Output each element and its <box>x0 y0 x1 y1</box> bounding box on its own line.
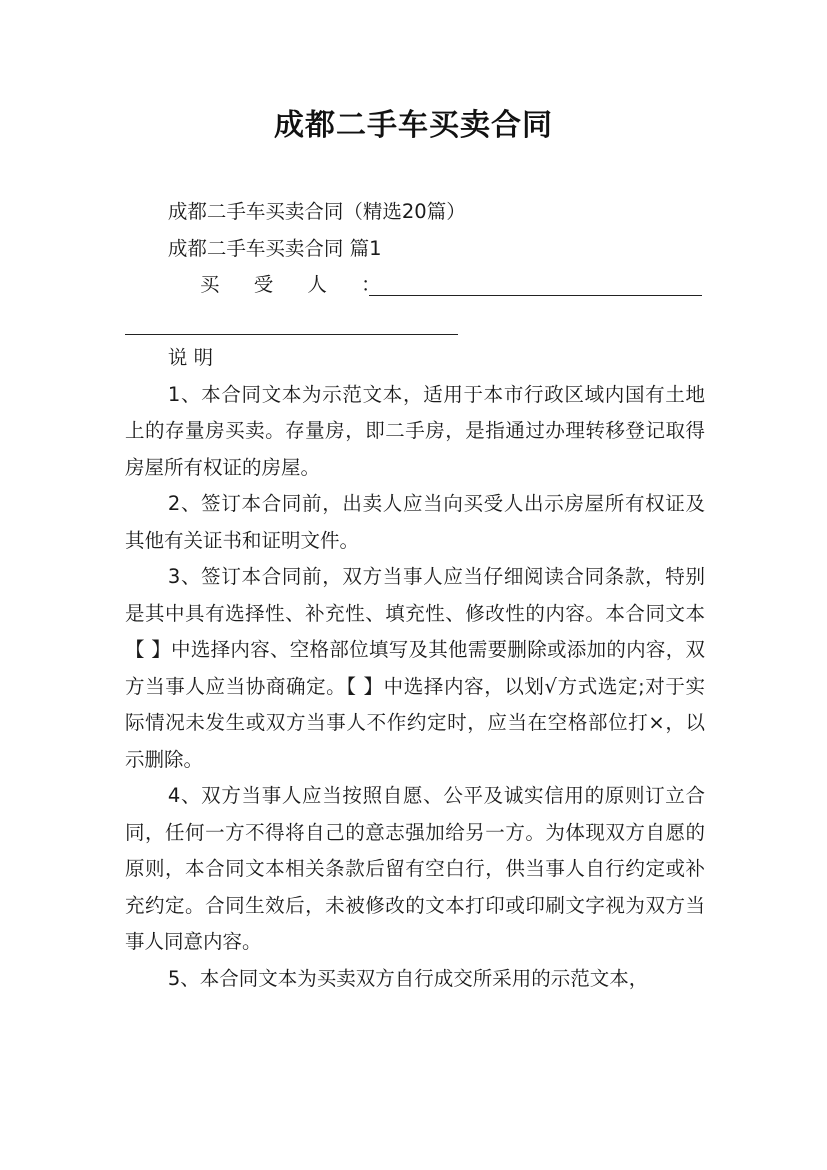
document-body <box>125 194 705 997</box>
buyer-blank-continuation <box>125 304 705 341</box>
section-heading: 成都二手车买卖合同 篇1 <box>167 236 382 260</box>
buyer-label: 买 受 人 ： <box>200 273 395 296</box>
paragraph-5: 5、本合同文本为买卖双方自行成交所采用的示范文本， <box>167 966 649 990</box>
paragraph-4: 4、双方当事人应当按照自愿、公平及诚实信用的原则订立合同，任何一方不得将自己的意志强加给另一方。为体现双方自愿的原则，本合同文本相关条款后留有空白行，供当事人自行约定或补充约定。合同生效后，未被修改的文本打印或印刷文字视为双方当事人同意内容。 <box>125 784 705 953</box>
buyer-blank-line <box>369 295 702 296</box>
buyer-line <box>125 267 705 304</box>
notes-heading: 说 明 <box>167 346 214 369</box>
paragraph-2: 2、签订本合同前，出卖人应当向买受人出示房屋所有权证及其他有关证书和证明文件。 <box>125 492 705 552</box>
paragraph-3: 3、签订本合同前，双方当事人应当仔细阅读合同条款，特别是其中具有选择性、补充性、填充性、修改性的内容。本合同文本【 】中选择内容、空格部位填写及其他需要删除或添加的内容，双方当事人应当协商确定。【 】中选择内容，以划√方式选定;对于实际情况未发生或双方当事人不作约定时，应当在空格部位打×，以示删除。 <box>125 565 705 771</box>
document-subtitle: 成都二手车买卖合同（精选20篇） <box>167 200 466 223</box>
paragraph-1: 1、本合同文本为示范文本，适用于本市行政区域内国有土地上的存量房买卖。存量房，即二手房，是指通过办理转移登记取得房屋所有权证的房屋。 <box>125 382 705 479</box>
document-title: 成都二手车买卖合同 <box>274 108 553 143</box>
buyer-blank-line-2 <box>125 334 458 335</box>
